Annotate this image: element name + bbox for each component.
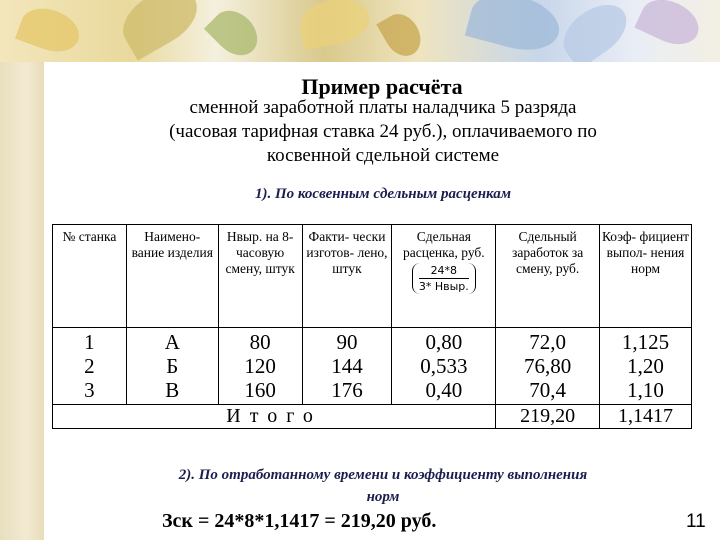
total-label: Итого [53, 405, 496, 429]
table-data-row [53, 328, 692, 405]
leaf-shape [113, 0, 207, 61]
cell-piece-rates [392, 328, 496, 405]
header-coefficient: Коэф- фициент выпол- нения норм [600, 225, 692, 328]
table-cell: 160 [244, 378, 276, 402]
table-cell: 1,10 [627, 378, 664, 402]
piece-rate-formula [412, 263, 476, 294]
header-piece-rate-label: Сдельная расценка, руб. [402, 229, 485, 260]
header-piece-earnings: Сдельный заработок за смену, руб. [496, 225, 600, 328]
table-cell: А [164, 330, 180, 354]
final-formula: Зск = 24*8*1,1417 = 219,20 руб. [162, 510, 437, 532]
leaf-shape [554, 0, 637, 62]
total-earnings: 219,20 [496, 405, 600, 429]
table-header-row [53, 225, 692, 328]
slide-subtitle [60, 96, 706, 168]
table-cell: 1,20 [627, 354, 664, 378]
table-cell: 72,0 [529, 330, 567, 354]
header-actual-produced: Факти- чески изготов- лено, штук [302, 225, 392, 328]
cell-actual-produced [302, 328, 392, 405]
header-machine-no: № станка [53, 225, 127, 328]
left-decorative-strip [0, 0, 44, 540]
subtitle-line: (часовая тарифная ставка 24 руб.), оплачиваемого по [169, 121, 597, 142]
table-cell: 1,125 [621, 330, 670, 354]
total-coefficient: 1,1417 [600, 405, 692, 429]
section-heading-2-line: норм [366, 489, 400, 505]
calculation-table [52, 224, 692, 429]
section-heading-1: 1). По косвенным сдельным расценкам [254, 186, 512, 202]
formula-numerator: 24*8 [419, 263, 469, 279]
leaf-shape [297, 0, 374, 50]
table-cell: В [165, 378, 180, 402]
table-cell: 120 [244, 354, 276, 378]
slide-title: Пример расчёта [301, 74, 463, 99]
table-cell: 70,4 [529, 378, 567, 402]
subtitle-line: сменной заработной платы наладчика 5 разряда [189, 97, 577, 118]
cell-machine-numbers [53, 328, 127, 405]
leaf-shape [15, 1, 85, 59]
section-heading-2 [60, 464, 706, 508]
table-cell: Б [166, 354, 179, 378]
cell-piece-earnings [496, 328, 600, 405]
decorative-leaf-banner [0, 0, 720, 62]
section-heading-2-line: 2). По отработанному времени и коэффициенту выполнения [178, 467, 588, 483]
header-output-norm: Нвыр. на 8- часовую смену, штук [218, 225, 302, 328]
table-cell: 0,533 [420, 354, 468, 378]
table-cell: 0,80 [425, 330, 463, 354]
table-cell: 76,80 [524, 354, 572, 378]
leaf-shape [204, 2, 266, 62]
table-cell: 1 [84, 330, 95, 354]
header-product-name: Наимено- вание изделия [126, 225, 218, 328]
leaf-shape [634, 0, 705, 53]
table-cell: 80 [249, 330, 271, 354]
leaf-shape [376, 7, 427, 62]
table-total-row [53, 405, 692, 429]
cell-output-norms [218, 328, 302, 405]
formula-denominator: 3* Нвыр. [418, 280, 469, 293]
leaf-shape [465, 0, 565, 59]
table-cell: 90 [336, 330, 358, 354]
header-piece-rate [392, 225, 496, 328]
page-number: 11 [686, 511, 706, 532]
cell-coefficients [600, 328, 692, 405]
table-cell: 0,40 [425, 378, 463, 402]
table-cell: 176 [331, 378, 363, 402]
cell-products [126, 328, 218, 405]
table-cell: 2 [84, 354, 95, 378]
subtitle-line: косвенной сдельной системе [266, 145, 500, 166]
table-cell: 144 [331, 354, 363, 378]
table-cell: 3 [84, 378, 95, 402]
